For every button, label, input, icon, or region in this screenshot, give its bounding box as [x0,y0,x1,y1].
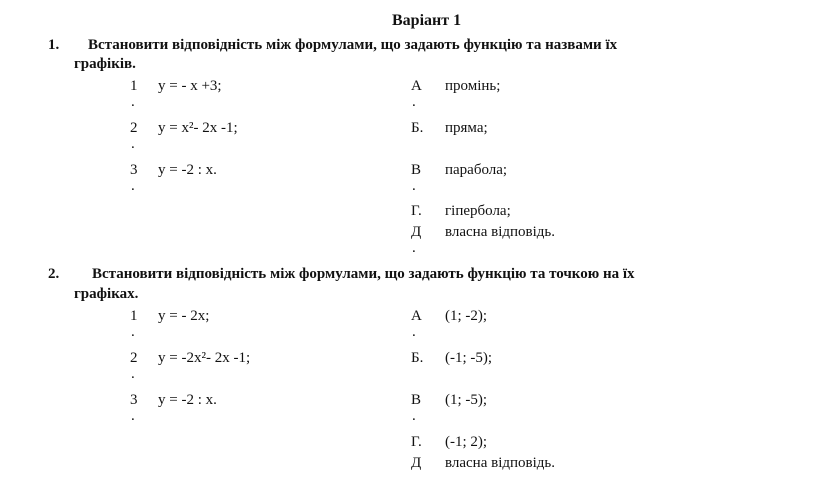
q1-left-1-dot: . [131,94,135,110]
q1-right-b-letter: Б. [411,120,424,136]
q2-left-2-formula: y = -2x²- 2x -1; [158,350,251,366]
q1-right-a-letter: А [411,78,422,94]
q1-left-3-dot: . [131,178,135,194]
question-2-text-line2: графіках. [74,286,139,302]
q2-left-2-number: 2 [130,350,138,366]
q2-right-v-letter: В [411,392,422,408]
q2-right-b-letter: Б. [411,350,424,366]
q1-right-d-text: власна відповідь. [445,224,556,240]
q1-left-3-formula: y = -2 : x. [158,162,217,178]
q1-right-g-letter: Г. [411,203,422,219]
q2-right-a-text: (1; -2); [445,308,488,324]
q2-right-g-letter: Г. [411,434,422,450]
q2-right-b-text: (-1; -5); [445,350,493,366]
q2-right-d-text: власна відповідь. [445,455,556,471]
q1-right-d-letter: Д [411,224,422,240]
q1-right-a-dot: . [412,94,416,110]
q1-right-v-dot: . [412,178,416,194]
q1-left-2-number: 2 [130,120,138,136]
question-1-text-line1: Встановити відповідність між формулами, що задають функцію та назвами їх [88,37,618,53]
q2-left-3-formula: y = -2 : x. [158,392,217,408]
q1-right-b-text: пряма; [445,120,488,136]
q1-right-g-text: гіпербола; [445,203,511,219]
q1-right-a-text: промінь; [445,78,501,94]
q2-right-g-text: (-1; 2); [445,434,488,450]
q1-left-1-formula: y = - x +3; [158,78,222,94]
page-title: Варіант 1 [392,12,462,29]
q2-right-d-letter: Д [411,455,422,471]
q2-right-a-letter: А [411,308,422,324]
question-1-text-line2: графіків. [74,56,136,72]
q1-right-v-letter: В [411,162,422,178]
q2-right-v-dot: . [412,408,416,424]
q2-left-1-formula: y = - 2x; [158,308,210,324]
q2-left-2-dot: . [131,366,135,382]
q2-left-1-number: 1 [130,308,138,324]
q2-left-3-dot: . [131,408,135,424]
q2-left-3-number: 3 [130,392,138,408]
question-2-text-line1: Встановити відповідність між формулами, що задають функцію та точкою на їх [92,266,635,282]
question-1-number: 1. [48,37,60,53]
q1-left-1-number: 1 [130,78,138,94]
q1-right-v-text: парабола; [445,162,508,178]
q2-left-1-dot: . [131,324,135,340]
q1-right-d-dot: . [412,240,416,256]
q1-left-2-formula: y = x²- 2x -1; [158,120,238,136]
q1-left-3-number: 3 [130,162,138,178]
q2-right-a-dot: . [412,324,416,340]
q1-left-2-dot: . [131,136,135,152]
q2-right-v-text: (1; -5); [445,392,488,408]
question-2-number: 2. [48,266,60,282]
